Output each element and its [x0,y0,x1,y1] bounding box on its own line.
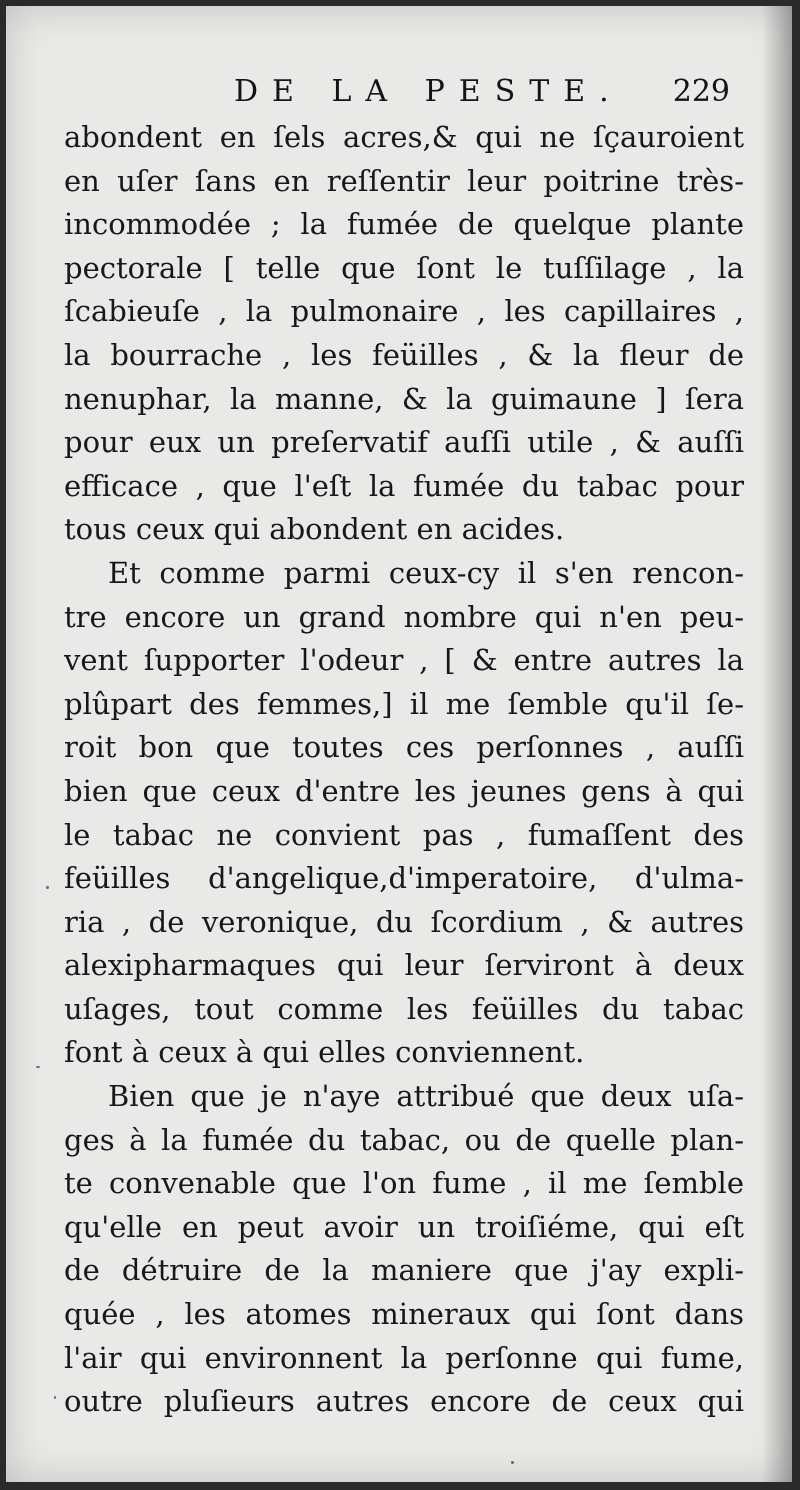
text-line: te convenable que l'on fume , il me ſemble [64,1166,744,1201]
paragraph-first-line: Bien que je n'aye attribué que deux uſa- [108,1079,744,1114]
paragraph-first-line: Et comme parmi ceux-cy il s'en rencon- [108,555,744,590]
paper-speck [46,886,49,889]
text-line: uſages, tout comme les feüilles du tabac [64,991,744,1026]
text-line: roit bon que toutes ces perſonnes , auſſi [64,730,744,765]
page-gutter-shadow [762,6,792,1482]
text-line: qu'elle en peut avoir un troiſiéme, qui eſt [64,1209,744,1244]
text-line: incommodée ; la fumée de quelque plante [64,207,744,242]
text-line: pour eux un preſervatif auſſi utile , & auſſi [64,425,744,460]
text-line: de détruire de la maniere que j'ay expli- [64,1253,744,1288]
text-line: pectorale [ telle que ſont le tuſſilage , la [64,250,744,285]
running-head [64,68,740,112]
paper-speck [54,1396,56,1399]
text-line: plûpart des femmes,] il me ſemble qu'il ſe- [64,686,744,721]
text-line: bien que ceux d'entre les jeunes gens à qui [64,773,744,808]
text-line: ges à la fumée du tabac, ou de quelle plan- [64,1122,744,1157]
text-line: tre encore un grand nombre qui n'en peu- [64,599,744,634]
text-line: ſcabieuſe , la pulmonaire , les capillaires , [64,294,744,329]
text-line: alexipharmaques qui leur ſerviront à deux [64,948,744,983]
text-line: la bourrache , les feüilles , & la fleur de [64,337,744,372]
paper-speck [36,1066,40,1068]
book-page [6,6,792,1482]
running-title: DE LA PESTE. [234,74,623,109]
text-line: abondent en ſels acres,& qui ne ſçauroient [64,120,744,154]
text-line: efficace , que l'eſt la fumée du tabac pour [64,468,744,503]
text-line: font à ceux à qui elles conviennent. [64,1035,585,1070]
text-line: outre pluſieurs autres encore de ceux qui [64,1384,744,1419]
text-line: en uſer ſans en reſſentir leur poitrine très- [64,163,744,198]
text-line: quée , les atomes mineraux qui ſont dans [64,1297,744,1332]
text-line: vent ſupporter l'odeur , [ & entre autres la [64,643,744,678]
page-number: 229 [672,74,730,109]
text-line: nenuphar, la manne, & la guimaune ] ſera [64,381,744,416]
text-line: tous ceux qui abondent en acides. [64,512,565,547]
paper-speck [511,1461,514,1464]
text-line: feüilles d'angelique,d'imperatoire, d'ulma- [64,861,744,896]
text-line: le tabac ne convient pas , fumaſſent des [64,817,744,852]
text-line: l'air qui environnent la perſonne qui fume, [64,1340,744,1375]
text-line: ria , de veronique, du ſcordium , & autres [64,904,744,939]
body-text [64,116,744,1424]
